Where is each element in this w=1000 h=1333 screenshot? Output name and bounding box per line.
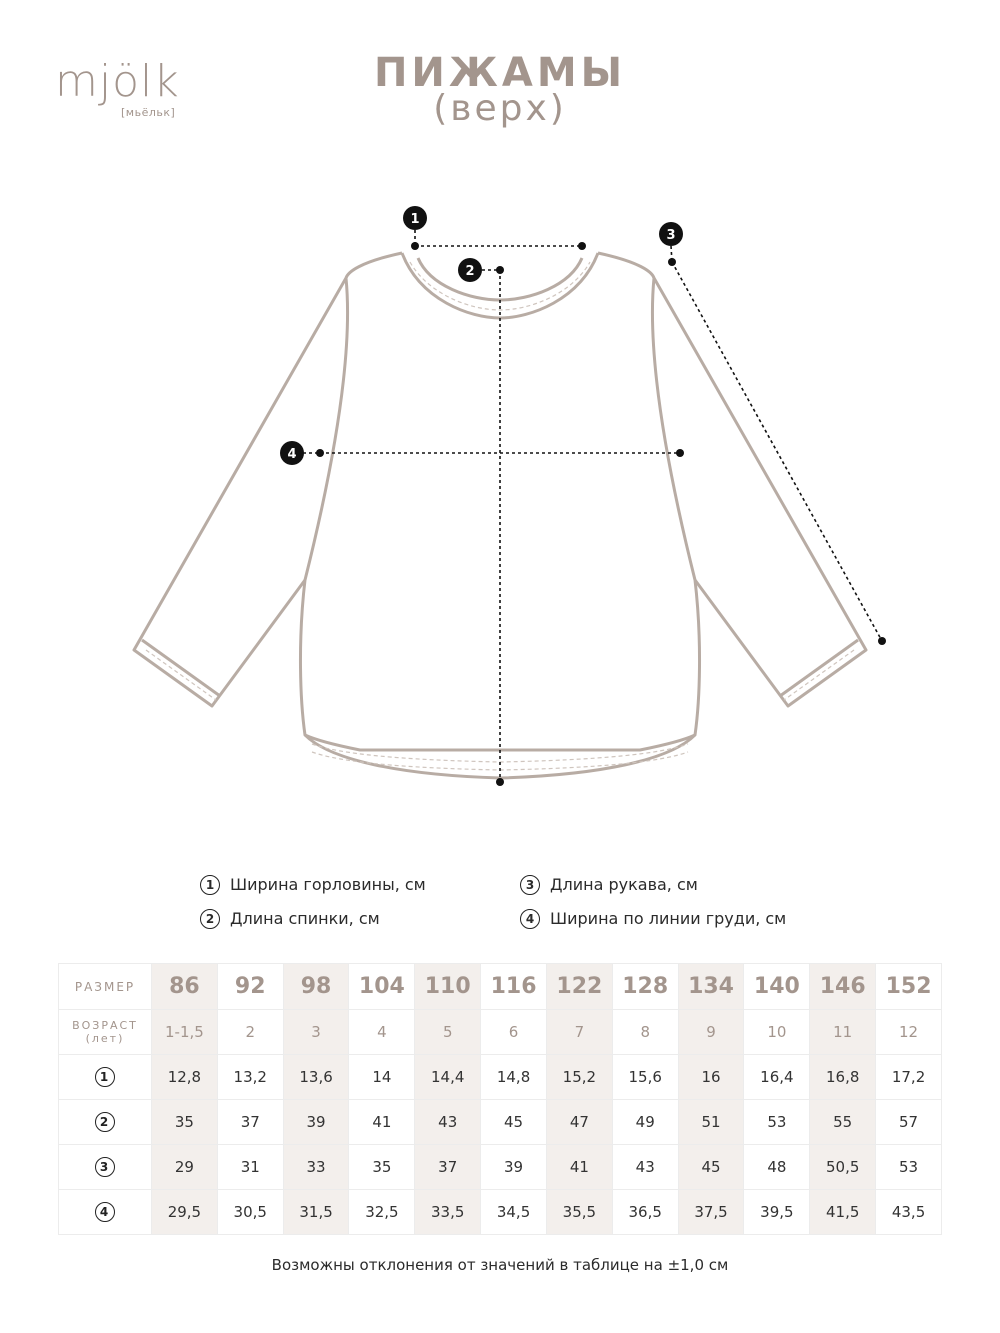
measure-number-badge: 4 <box>95 1202 115 1222</box>
measure-row-header <box>59 1055 152 1100</box>
measure-cell: 16,4 <box>744 1055 810 1100</box>
age-header-line1: ВОЗРАСТ <box>72 1019 138 1032</box>
measure-cell: 39 <box>283 1100 349 1145</box>
legend-num: 4 <box>520 909 540 929</box>
chest-left-dot <box>316 449 324 457</box>
back-bottom-dot <box>496 778 504 786</box>
measure-cell: 13,2 <box>217 1055 283 1100</box>
measure-cell: 51 <box>678 1100 744 1145</box>
chest-right-dot <box>676 449 684 457</box>
measure-number-badge: 2 <box>95 1112 115 1132</box>
age-cell: 7 <box>546 1010 612 1055</box>
measure-cell: 37 <box>415 1145 481 1190</box>
measure-cell: 41 <box>546 1145 612 1190</box>
measure-cell: 29,5 <box>152 1190 218 1235</box>
measure-cell: 16 <box>678 1055 744 1100</box>
measure-cell: 39,5 <box>744 1190 810 1235</box>
measure-cell: 14,8 <box>481 1055 547 1100</box>
age-header-line2: (лет) <box>85 1032 125 1045</box>
measure-cell: 32,5 <box>349 1190 415 1235</box>
size-header: РАЗМЕР <box>59 964 152 1010</box>
sleeve-bottom-dot <box>878 637 886 645</box>
measure-endpoints <box>316 242 886 786</box>
measure-cell: 14 <box>349 1055 415 1100</box>
neck-left-dot <box>411 242 419 250</box>
size-cell: 86 <box>152 964 218 1010</box>
sleeve-top-dot <box>668 258 676 266</box>
measure-number-badge: 3 <box>95 1157 115 1177</box>
measure-cell: 30,5 <box>217 1190 283 1235</box>
age-cell: 8 <box>612 1010 678 1055</box>
size-row <box>59 964 942 1010</box>
legend-num: 2 <box>200 909 220 929</box>
age-cell: 6 <box>481 1010 547 1055</box>
measure-cell: 43 <box>415 1100 481 1145</box>
size-cell: 140 <box>744 964 810 1010</box>
measure-cell: 55 <box>810 1100 876 1145</box>
measure-cell: 45 <box>678 1145 744 1190</box>
brand-sub: [мьёльк] <box>121 106 176 119</box>
page-title: ПИЖАМЫ <box>373 50 627 96</box>
legend-item-3 <box>520 874 698 895</box>
measure-number-badge: 1 <box>95 1067 115 1087</box>
age-cell: 1-1,5 <box>152 1010 218 1055</box>
measure-cell: 17,2 <box>876 1055 942 1100</box>
size-cell: 98 <box>283 964 349 1010</box>
measure-cell: 15,6 <box>612 1055 678 1100</box>
age-cell: 9 <box>678 1010 744 1055</box>
measure-cell: 13,6 <box>283 1055 349 1100</box>
measure-cell: 49 <box>612 1100 678 1145</box>
measure-cell: 37,5 <box>678 1190 744 1235</box>
back-top-dot <box>496 266 504 274</box>
measure-cell: 45 <box>481 1100 547 1145</box>
legend-item-4 <box>520 908 786 929</box>
size-cell: 128 <box>612 964 678 1010</box>
legend-label: Длина спинки, см <box>230 909 380 928</box>
measure-cell: 50,5 <box>810 1145 876 1190</box>
measure-cell: 41 <box>349 1100 415 1145</box>
measure-cell: 43,5 <box>876 1190 942 1235</box>
measure-row-header <box>59 1190 152 1235</box>
measure-cell: 14,4 <box>415 1055 481 1100</box>
marker-4-label: 4 <box>287 447 297 462</box>
footnote: Возможны отклонения от значений в таблице на ±1,0 см <box>271 1256 729 1274</box>
legend-item-2 <box>200 908 380 929</box>
size-cell: 152 <box>876 964 942 1010</box>
measure-cell: 31 <box>217 1145 283 1190</box>
measure-cell: 15,2 <box>546 1055 612 1100</box>
measure-row-header <box>59 1145 152 1190</box>
size-cell: 110 <box>415 964 481 1010</box>
measure-cell: 57 <box>876 1100 942 1145</box>
age-cell: 4 <box>349 1010 415 1055</box>
measure-cell: 29 <box>152 1145 218 1190</box>
measure-markers <box>280 206 683 465</box>
size-cell: 134 <box>678 964 744 1010</box>
marker-3-label: 3 <box>666 228 676 243</box>
measure-cell: 33,5 <box>415 1190 481 1235</box>
size-cell: 122 <box>546 964 612 1010</box>
size-cell: 92 <box>217 964 283 1010</box>
measure-cell: 35 <box>152 1100 218 1145</box>
legend-label: Ширина горловины, см <box>230 875 426 894</box>
sleeve-length-line <box>672 262 882 641</box>
legend-num: 1 <box>200 875 220 895</box>
measure-cell: 12,8 <box>152 1055 218 1100</box>
age-cell: 10 <box>744 1010 810 1055</box>
measure-cell: 53 <box>876 1145 942 1190</box>
measure-cell: 47 <box>546 1100 612 1145</box>
brand-name: mjölk <box>55 56 180 107</box>
size-cell: 104 <box>349 964 415 1010</box>
measure-row <box>59 1145 942 1190</box>
measure-cell: 43 <box>612 1145 678 1190</box>
marker-2-label: 2 <box>465 264 475 279</box>
age-cell: 12 <box>876 1010 942 1055</box>
measure-row <box>59 1190 942 1235</box>
legend-label: Ширина по линии груди, см <box>550 909 787 928</box>
size-cell: 116 <box>481 964 547 1010</box>
page-subtitle: (верх) <box>433 88 567 129</box>
measure-cell: 35,5 <box>546 1190 612 1235</box>
neck-right-dot <box>578 242 586 250</box>
measure-cell: 34,5 <box>481 1190 547 1235</box>
age-row <box>59 1010 942 1055</box>
measure-cell: 37 <box>217 1100 283 1145</box>
age-cell: 11 <box>810 1010 876 1055</box>
age-header <box>59 1010 152 1055</box>
measure-row-header <box>59 1100 152 1145</box>
measure-cell: 16,8 <box>810 1055 876 1100</box>
legend-label: Длина рукава, см <box>550 875 698 894</box>
size-cell: 146 <box>810 964 876 1010</box>
size-table <box>58 963 942 1235</box>
garment-diagram <box>0 180 1000 800</box>
marker-1-label: 1 <box>410 212 420 227</box>
measure-cell: 48 <box>744 1145 810 1190</box>
measure-cell: 35 <box>349 1145 415 1190</box>
legend-item-1 <box>200 874 426 895</box>
measure-cell: 33 <box>283 1145 349 1190</box>
age-cell: 5 <box>415 1010 481 1055</box>
measure-cell: 39 <box>481 1145 547 1190</box>
measure-cell: 53 <box>744 1100 810 1145</box>
age-cell: 2 <box>217 1010 283 1055</box>
measure-cell: 41,5 <box>810 1190 876 1235</box>
legend-num: 3 <box>520 875 540 895</box>
measure-row <box>59 1055 942 1100</box>
age-cell: 3 <box>283 1010 349 1055</box>
measure-row <box>59 1100 942 1145</box>
measure-cell: 36,5 <box>612 1190 678 1235</box>
measure-cell: 31,5 <box>283 1190 349 1235</box>
